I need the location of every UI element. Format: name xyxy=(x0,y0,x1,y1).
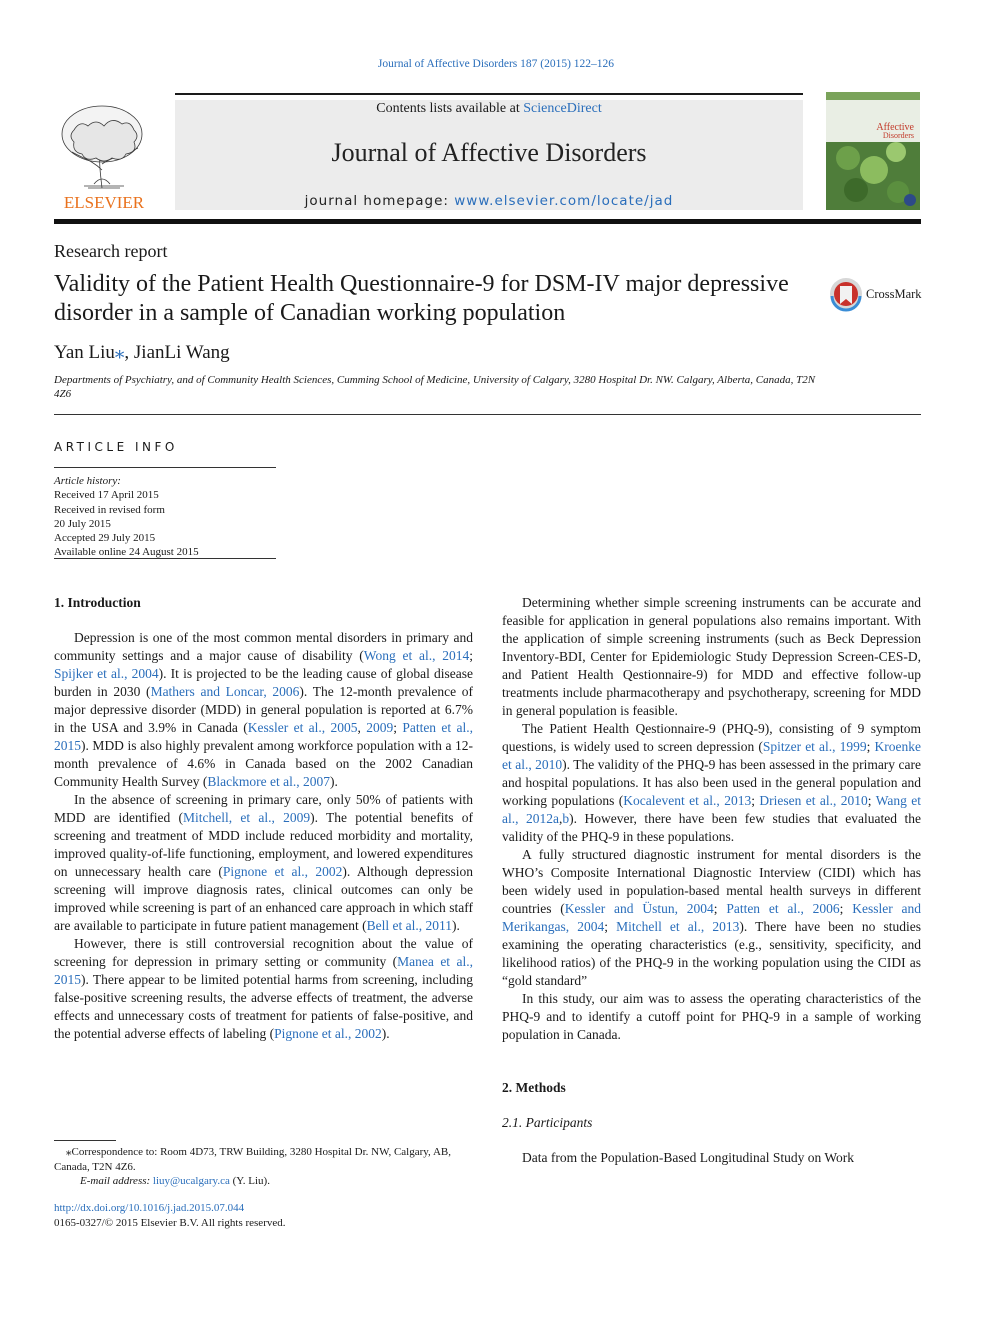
paragraph-text: ; xyxy=(751,793,760,808)
paragraph-text: ). The 12-month prevalence of major depressive disorder (MDD) in general population is reported at 6.7% in the USA and 3.9% in Canada ( xyxy=(54,684,473,735)
contents-line xyxy=(175,101,803,117)
article-info-rule xyxy=(54,558,276,559)
citation-link[interactable]: Wong et al., 2014 xyxy=(363,648,470,663)
citation-link[interactable]: Mitchell et al., 2013 xyxy=(616,919,740,934)
paragraph-text: ). However, there have been few studies that evaluated the validity of the PHQ-9 in these populations. xyxy=(502,811,921,844)
citation-link[interactable]: b xyxy=(562,811,570,826)
citation-link[interactable]: Spitzer et al., 1999 xyxy=(762,739,867,754)
elsevier-tree-icon xyxy=(62,106,142,188)
paragraph-text: ). xyxy=(381,1026,390,1041)
citation-link[interactable]: Pignone et al., 2002 xyxy=(274,1026,382,1041)
body-paragraph xyxy=(502,990,921,1044)
paragraph-text: ; xyxy=(469,648,473,663)
subsection-heading: 2.1. Participants xyxy=(502,1115,593,1130)
paragraph-text: Data from the Population-Based Longitudinal Study on Work xyxy=(522,1150,854,1165)
author-name: Yan Liu xyxy=(54,342,115,363)
citation-link[interactable]: Driesen et al., 2010 xyxy=(759,793,868,808)
paragraph-text: However, there is still controversial recognition about the value of screening for depression in primary setting or community ( xyxy=(54,936,473,969)
section-heading: 1. Introduction xyxy=(54,595,141,610)
paragraph-text: ; xyxy=(867,793,876,808)
email-suffix: (Y. Liu). xyxy=(229,1175,270,1187)
citation-link[interactable]: Kessler et al., 2005 xyxy=(247,720,358,735)
paragraph-text: ; xyxy=(604,919,617,934)
cover-title-1: Affective xyxy=(876,122,914,133)
journal-title: Journal of Affective Disorders xyxy=(331,138,647,167)
citation-link[interactable]: Pignone et al., 2002 xyxy=(222,864,343,879)
body-paragraph xyxy=(502,594,921,720)
article-history xyxy=(54,474,199,560)
body-paragraph xyxy=(54,791,473,935)
paragraph-text: Determining whether simple screening instruments can be accurate and feasible for application in general populations also remains important. With the application of simple screening instruments (such as Beck Depression Inventory-BDI, Center for Epidemiologic Study Depression Screen-CES-D, and Patient Health Qestionnaire-9) for MDD and effective follow-up treatments include pharmacotherapy and psychotherapy, screening for MDD in general population is feasible. xyxy=(502,595,921,718)
citation-link[interactable]: Kessler and Üstun, 2004 xyxy=(564,901,714,916)
citation-link[interactable]: Patten et al., 2015 xyxy=(54,720,473,753)
citation-link[interactable]: Kroenke et al., 2010 xyxy=(502,739,921,772)
article-type: Research report xyxy=(54,241,168,261)
history-revised-date: 20 July 2015 xyxy=(54,517,111,530)
doi-link[interactable]: http://dx.doi.org/10.1016/j.jad.2015.07.044 xyxy=(54,1202,245,1214)
citation-link[interactable]: Kessler and Merikangas, 2004 xyxy=(502,901,921,934)
homepage-link[interactable]: www.elsevier.com/locate/jad xyxy=(454,193,674,209)
paragraph-text: In this study, our aim was to assess the operating characteristics of the PHQ-9 and to identify a cutoff point for PHQ-9 in a sample of working population in Canada. xyxy=(502,991,921,1042)
contents-prefix: Contents lists available at xyxy=(376,101,520,116)
sciencedirect-link[interactable]: ScienceDirect xyxy=(523,101,602,116)
doi-block xyxy=(54,1201,286,1230)
paragraph-text: ; xyxy=(393,720,403,735)
citation-link[interactable]: Mitchell, et al., 2009 xyxy=(182,810,311,825)
paragraph-text: ; xyxy=(839,901,853,916)
author-name: JianLi Wang xyxy=(133,342,230,363)
paragraph-text: The Patient Health Qestionnaire-9 (PHQ-9), consisting of 9 symptom questions, is widely used to screen depression ( xyxy=(502,721,921,754)
title-divider xyxy=(54,414,921,415)
citation-link[interactable]: Wang et al., 2012a xyxy=(502,793,921,826)
correspondence-footnote xyxy=(54,1145,474,1189)
footnote-rule xyxy=(54,1140,116,1141)
citation-link[interactable]: Blackmore et al., 2007 xyxy=(207,774,330,789)
paragraph-text: In the absence of screening in primary care, only 50% of patients with MDD are identified ( xyxy=(54,792,473,825)
history-received: Received 17 April 2015 xyxy=(54,489,159,502)
cover-title-2: Disorders xyxy=(882,131,914,140)
paragraph-text: , xyxy=(559,811,563,826)
paragraph-text: , xyxy=(357,720,367,735)
citation-link[interactable]: Spijker et al., 2004 xyxy=(54,666,159,681)
paragraph-text: Depression is one of the most common mental disorders in primary and community settings and a major cause of disability ( xyxy=(54,630,473,663)
homepage-line xyxy=(175,193,803,209)
paragraph-text: ). xyxy=(329,774,338,789)
paragraph-text: ; xyxy=(866,739,875,754)
affiliation: Departments of Psychiatry, and of Community Health Sciences, Cumming School of Medicine, University of Calgary, 3280 Hospital Dr. NW. Calgary, Alberta, Canada, T2N 4Z6 xyxy=(54,374,816,400)
paragraph-text: ). There appear to be limited potential harms from screening, including false-positive screening results, the adverse effects of treatment, the adverse effects and unnecessary costs of treatment for patients of false-positive, and the potential adverse effects of labeling ( xyxy=(54,972,473,1041)
crossmark-label: CrossMark xyxy=(866,287,922,301)
body-paragraph xyxy=(502,846,921,990)
paragraph-text: ). MDD is also highly prevalent among workforce population with a 12-month prevalence of 4.6% in Canada based on the 2002 Canadian Community Health Survey ( xyxy=(54,738,473,789)
section-heading: 2. Methods xyxy=(502,1080,566,1095)
article-info-heading: ARTICLE INFO xyxy=(54,440,178,454)
history-revised: Received in revised form xyxy=(54,503,165,516)
citation-link[interactable]: Bell et al., 2011 xyxy=(366,918,452,933)
citation-link[interactable]: Manea et al., 2015 xyxy=(54,954,473,987)
journal-cover-image xyxy=(826,92,920,210)
body-paragraph xyxy=(502,720,921,846)
author-separator: , xyxy=(124,342,134,363)
body-paragraph xyxy=(502,1149,921,1167)
body-paragraph xyxy=(54,935,473,1043)
left-column xyxy=(54,594,473,1043)
paragraph-text: ; xyxy=(713,901,727,916)
homepage-label: journal homepage: xyxy=(304,193,449,209)
email-link[interactable]: liuy@ucalgary.ca xyxy=(152,1175,230,1187)
paragraph-text: ). xyxy=(451,918,460,933)
citation-link[interactable]: Kocalevent et al., 2013 xyxy=(623,793,752,808)
footnote-mark: ⁎ xyxy=(66,1146,72,1158)
corresponding-author-mark[interactable]: ⁎ xyxy=(114,342,125,363)
correspondence-text: Correspondence to: Room 4D73, TRW Building, 3280 Hospital Dr. NW, Calgary, AB, Canada, T2N 4Z6. xyxy=(54,1146,451,1173)
paragraph-text: ). It is projected to be the leading cause of global disease burden in 2030 ( xyxy=(54,666,473,699)
elsevier-logo xyxy=(54,100,154,212)
running-head[interactable]: Journal of Affective Disorders 187 (2015) 122–126 xyxy=(377,58,615,70)
history-label: Article history: xyxy=(54,475,121,487)
email-label: E-mail address: xyxy=(80,1175,151,1187)
publisher-wordmark: ELSEVIER xyxy=(63,193,145,212)
citation-link[interactable]: 2009 xyxy=(366,720,394,735)
masthead-rule xyxy=(175,93,803,95)
paragraph-text: ). The validity of the PHQ-9 has been assessed in the primary care and hospital populations. It has also been used in the general population and working populations ( xyxy=(502,757,921,808)
history-accepted: Accepted 29 July 2015 xyxy=(54,532,156,545)
right-column xyxy=(502,594,921,1167)
citation-link[interactable]: Patten et al., 2006 xyxy=(726,901,840,916)
paragraph-text: A fully structured diagnostic instrument for mental disorders is the WHO’s Composite International Diagnostic Interview (CIDI) which has been widely used in population-based mental health surveys in different countries ( xyxy=(502,847,921,916)
paragraph-text: ). There have been no studies examining the operating characteristics (e.g., sensitivity, specificity, and likelihood ratios) of the PHQ-9 in the working population using the CIDI as “gold standard” xyxy=(502,919,921,988)
crossmark-icon xyxy=(830,278,862,310)
article-info-rule xyxy=(54,467,276,468)
body-paragraph xyxy=(54,629,473,791)
crossmark-badge[interactable] xyxy=(828,276,924,312)
paragraph-text: ). The potential benefits of screening and treatment of MDD include reduced morbidity and mortality, improved quality-of-life functioning, employment, and lowered expenditures on unnecessary health care ( xyxy=(54,810,473,879)
masthead-thick-rule xyxy=(54,219,921,224)
author-list xyxy=(54,341,230,364)
history-online: Available online 24 August 2015 xyxy=(54,546,199,559)
article-title: Validity of the Patient Health Questionnaire-9 for DSM-IV major depressive disorder in a sample of Canadian working population xyxy=(54,271,789,326)
citation-link[interactable]: Mathers and Loncar, 2006 xyxy=(150,684,300,699)
paragraph-text: ). Although depression screening will improve diagnosis rates, clinical outcomes can only be improved while screening is part of an enhanced care approach in which staff are available to participate in future patient management ( xyxy=(54,864,473,933)
copyright-line: 0165-0327/© 2015 Elsevier B.V. All rights reserved. xyxy=(54,1216,286,1229)
